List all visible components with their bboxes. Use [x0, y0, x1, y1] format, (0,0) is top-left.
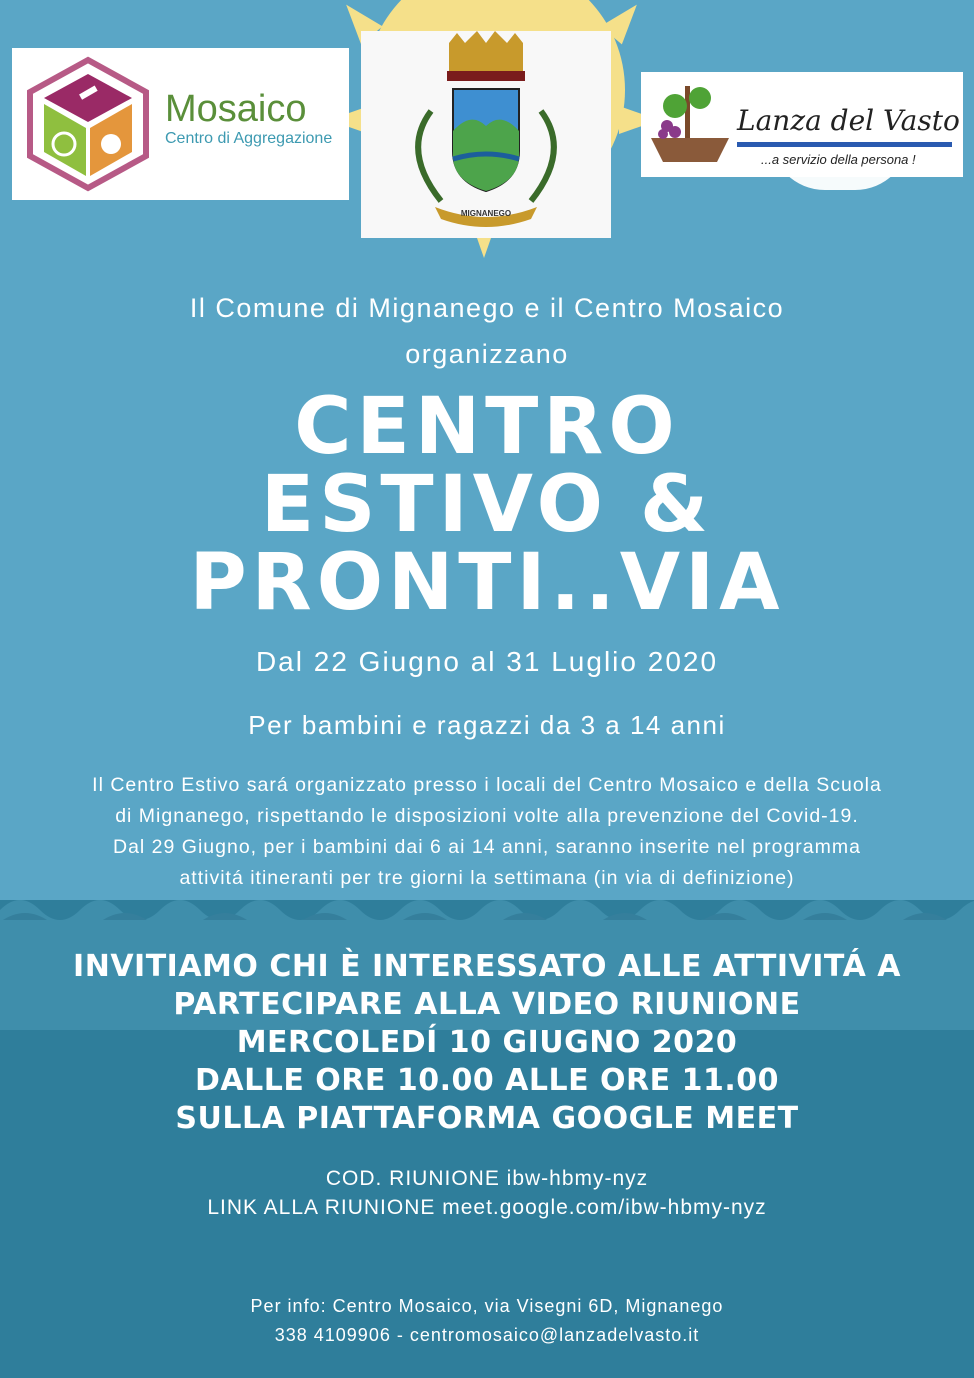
contact-phone-email[interactable]: 338 4109906 - centromosaico@lanzadelvasto.it [274, 1325, 700, 1345]
invite-line: MERCOLEDÍ 10 GIUGNO 2020 [236, 1025, 738, 1060]
description-line: Il Centro Estivo sará organizzato presso i locali del Centro Mosaico e della Scuola [92, 774, 882, 796]
headline [0, 382, 974, 628]
mosaico-logo [12, 48, 349, 200]
mosaico-subtitle: Centro di Aggregazione [165, 130, 333, 147]
meeting-code: COD. RIUNIONE ibw-hbmy-nyz [325, 1167, 649, 1190]
description-line: di Mignanego, rispettando le disposizioni volte alla prevenzione del Covid-19. [115, 805, 859, 827]
crest-icon [361, 31, 611, 238]
invite-line: INVITIAMO CHI È INTERESSATO ALLE ATTIVITÁ A [73, 949, 901, 984]
lanza-logo [641, 72, 963, 177]
description [20, 770, 954, 894]
crest-label: MIGNANEGO [460, 209, 512, 218]
intro-line: Il Comune di Mignanego e il Centro Mosaico [189, 293, 785, 323]
mignanego-crest [361, 31, 611, 238]
ship-grapes-icon [645, 76, 735, 171]
meeting-info [0, 1164, 974, 1222]
description-line: Dal 29 Giugno, per i bambini dai 6 ai 14 anni, saranno inserite nel programma [113, 836, 861, 858]
invite-line: PARTECIPARE ALLA VIDEO RIUNIONE [173, 987, 801, 1022]
intro-line: organizzano [405, 339, 569, 369]
intro [0, 285, 974, 377]
lanza-title: Lanza del Vasto [737, 104, 960, 137]
audience: Per bambini e ragazzi da 3 a 14 anni [248, 710, 726, 740]
description-line: attivitá itineranti per tre giorni la settimana (in via di definizione) [179, 867, 795, 889]
headline-line: PRONTI..VIA [189, 538, 785, 628]
mosaico-title: Mosaico [165, 88, 307, 130]
contact-info [0, 1292, 974, 1350]
invite [0, 948, 974, 1138]
invite-line: DALLE ORE 10.00 ALLE ORE 11.00 [195, 1063, 779, 1098]
dates: Dal 22 Giugno al 31 Luglio 2020 [255, 646, 719, 677]
lanza-subtitle: ...a servizio della persona ! [761, 152, 916, 167]
invite-line: SULLA PIATTAFORMA GOOGLE MEET [175, 1101, 799, 1136]
mosaico-cube-icon [18, 54, 158, 194]
meeting-link[interactable]: LINK ALLA RIUNIONE meet.google.com/ibw-hbmy-nyz [207, 1196, 767, 1219]
lanza-underline [737, 142, 952, 147]
contact-address: Per info: Centro Mosaico, via Visegni 6D, Mignanego [250, 1296, 724, 1316]
headline-line: CENTRO [294, 382, 680, 472]
headline-line: ESTIVO & [260, 460, 714, 550]
